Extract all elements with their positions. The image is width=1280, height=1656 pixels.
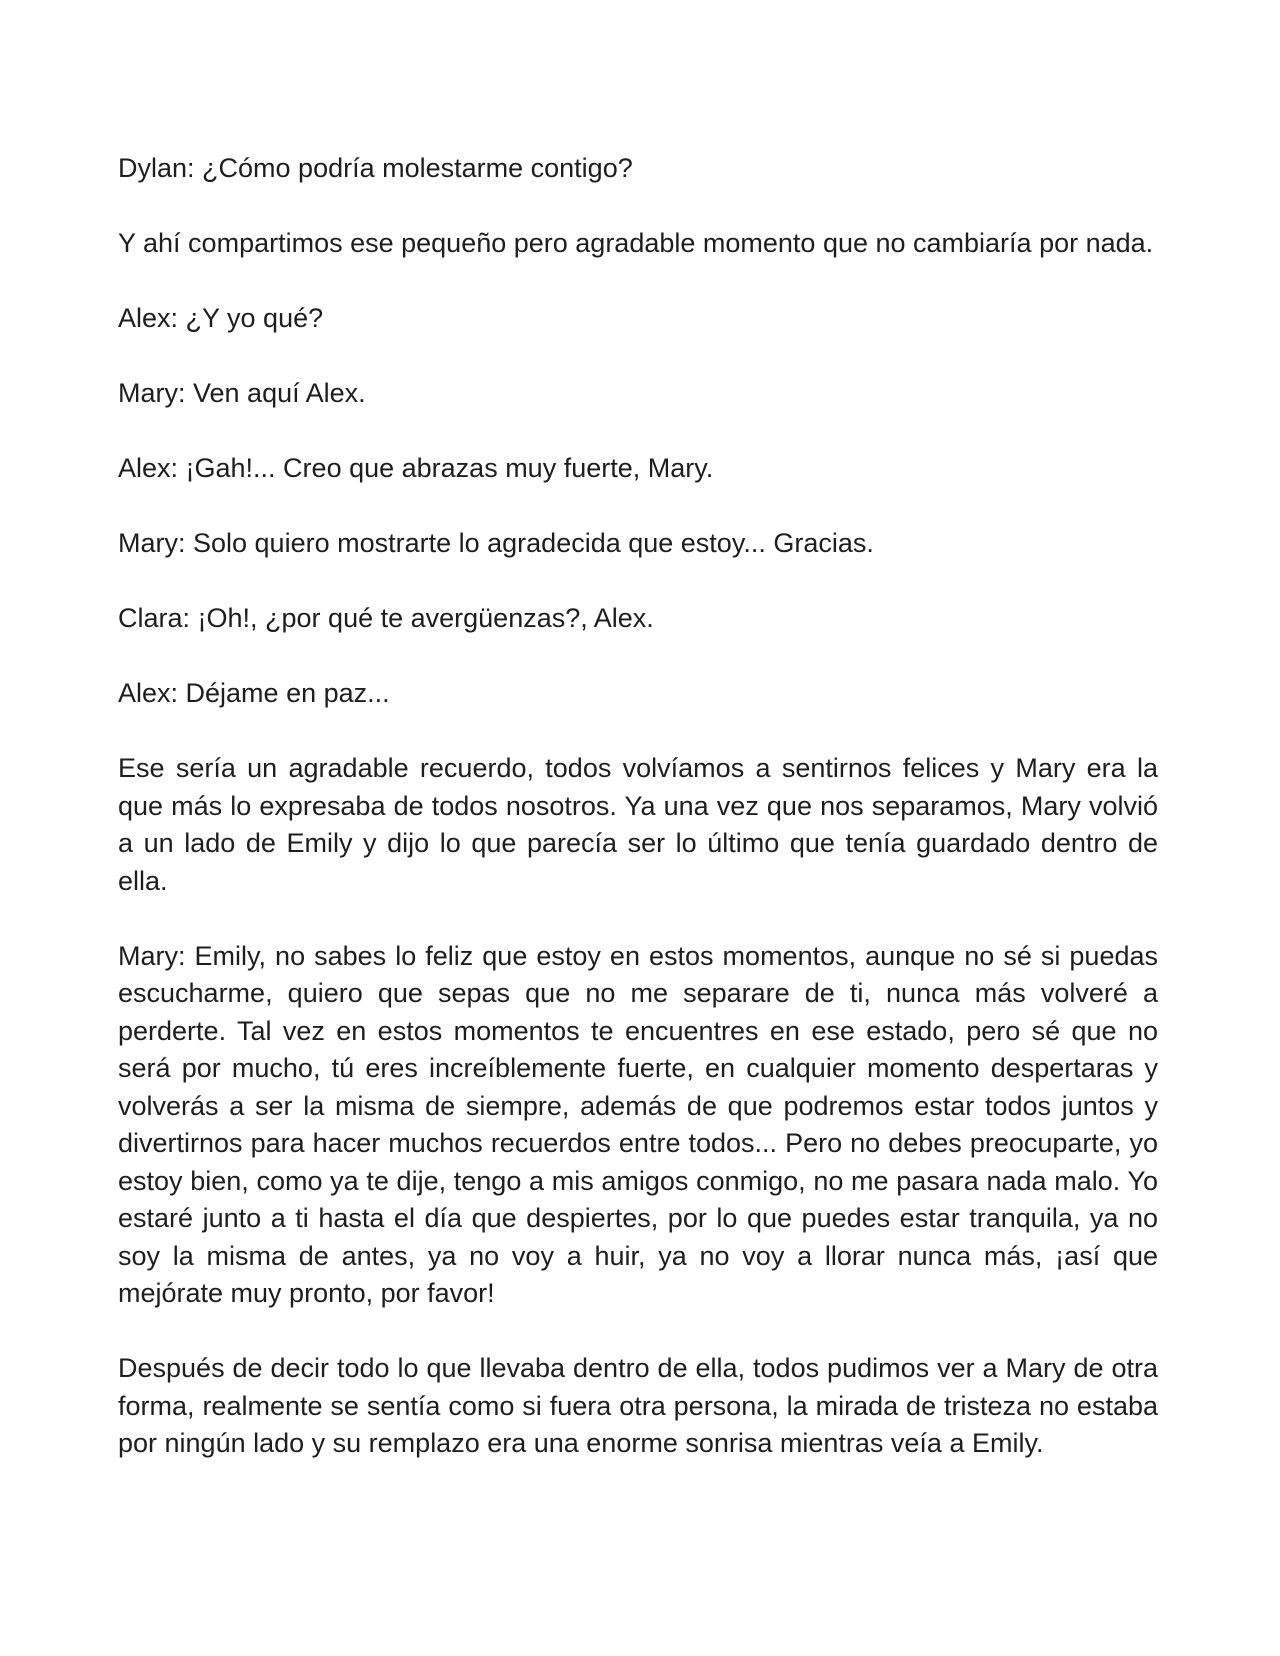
dialogue-mary-3: Mary: Emily, no sabes lo feliz que estoy en estos momentos, aunque no sé si puedas escucharme, quiero que sepas que no me separare de ti, nunca más volveré a perderte. Tal vez en estos momentos te encuentres en ese estado, pero sé que no será por mucho, tú eres increíblemente fuerte, en cualquier momento despertaras y volverás a ser la misma de siempre, además de que podremos estar todos juntos y divertirnos para hacer muchos recuerdos entre todos... Pero no debes preocuparte, yo estoy bien, como ya te dije, tengo a mis amigos conmigo, no me pasara nada malo. Yo estaré junto a ti hasta el día que despiertes, por lo que puedes estar tranquila, ya no soy la misma de antes, ya no voy a huir, ya no voy a llorar nunca más, ¡así que mejórate muy pronto, por favor!	[118, 940, 1158, 1308]
dialogue-dylan-1: Dylan: ¿Cómo podría molestarme contigo?	[118, 153, 633, 183]
dialogue-alex-3: Alex: Déjame en paz...	[118, 678, 390, 708]
narration-2: Ese sería un agradable recuerdo, todos volvíamos a sentirnos felices y Mary era la que más lo expresaba de todos nosotros. Ya una vez que nos separamos, Mary volvió a un lado de Emily y dijo lo que parecía ser lo último que tenía guardado dentro de ella.	[118, 753, 1158, 896]
narration-3: Después de decir todo lo que llevaba dentro de ella, todos pudimos ver a Mary de otra forma, realmente se sentía como si fuera otra persona, la mirada de tristeza no estaba por ningún lado y su remplazo era una enorme sonrisa mientras veía a Emily.	[118, 1353, 1158, 1458]
dialogue-mary-2: Mary: Solo quiero mostrarte lo agradecida que estoy... Gracias.	[118, 528, 874, 558]
dialogue-alex-2: Alex: ¡Gah!... Creo que abrazas muy fuerte, Mary.	[118, 453, 714, 483]
dialogue-mary-1: Mary: Ven aquí Alex.	[118, 378, 366, 408]
narration-1: Y ahí compartimos ese pequeño pero agradable momento que no cambiaría por nada.	[118, 228, 1154, 258]
dialogue-clara-1: Clara: ¡Oh!, ¿por qué te avergüenzas?, Alex.	[118, 603, 654, 633]
document-page	[118, 150, 1158, 1500]
dialogue-alex-1: Alex: ¿Y yo qué?	[118, 303, 324, 333]
